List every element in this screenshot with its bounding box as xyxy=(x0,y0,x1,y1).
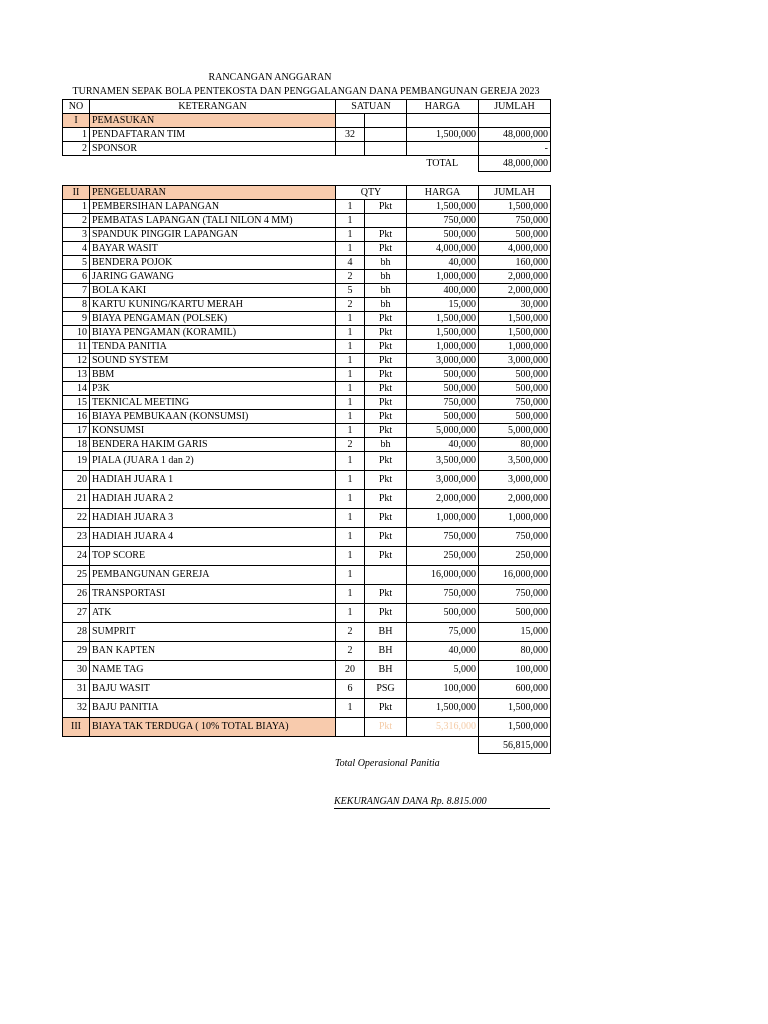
contingency-row xyxy=(63,718,551,737)
income-header-row xyxy=(63,100,551,114)
income-table xyxy=(62,99,551,172)
row-unit: Pkt xyxy=(365,490,407,509)
row-price: 5,000 xyxy=(407,661,479,680)
row-qty: 1 xyxy=(336,200,365,214)
row-description: SPANDUK PINGGIR LAPANGAN xyxy=(90,228,336,242)
table-row xyxy=(63,452,551,471)
row-qty: 1 xyxy=(336,699,365,718)
row-no: 29 xyxy=(63,642,90,661)
row-qty: 1 xyxy=(336,228,365,242)
row-qty: 1 xyxy=(336,242,365,256)
contingency-unit: Pkt xyxy=(365,718,407,737)
row-qty: 2 xyxy=(336,623,365,642)
row-no: 5 xyxy=(63,256,90,270)
section-number: II xyxy=(63,186,90,200)
row-description: BAJU PANITIA xyxy=(90,699,336,718)
table-row xyxy=(63,298,551,312)
row-price: 1,000,000 xyxy=(407,340,479,354)
row-unit: Pkt xyxy=(365,604,407,623)
row-price: 16,000,000 xyxy=(407,566,479,585)
row-description: KARTU KUNING/KARTU MERAH xyxy=(90,298,336,312)
row-no: 17 xyxy=(63,424,90,438)
shortfall-note: KEKURANGAN DANA Rp. 8.815.000 xyxy=(334,796,550,809)
row-unit: bh xyxy=(365,438,407,452)
row-no: 2 xyxy=(63,142,90,156)
row-description: ATK xyxy=(90,604,336,623)
row-price: 500,000 xyxy=(407,382,479,396)
row-unit: bh xyxy=(365,270,407,284)
row-no: 22 xyxy=(63,509,90,528)
row-total: 1,000,000 xyxy=(479,340,551,354)
row-description: BENDERA HAKIM GARIS xyxy=(90,438,336,452)
row-no: 10 xyxy=(63,326,90,340)
row-no: 18 xyxy=(63,438,90,452)
row-no: 21 xyxy=(63,490,90,509)
row-qty: 1 xyxy=(336,471,365,490)
row-description: JARING GAWANG xyxy=(90,270,336,284)
row-qty: 1 xyxy=(336,452,365,471)
row-total: 5,000,000 xyxy=(479,424,551,438)
row-total: 15,000 xyxy=(479,623,551,642)
row-description: BIAYA PENGAMAN (KORAMIL) xyxy=(90,326,336,340)
row-total: 500,000 xyxy=(479,382,551,396)
row-price: 3,000,000 xyxy=(407,354,479,368)
row-description: BAN KAPTEN xyxy=(90,642,336,661)
row-description: BENDERA POJOK xyxy=(90,256,336,270)
row-no: 27 xyxy=(63,604,90,623)
row-qty xyxy=(336,142,365,156)
row-total: 2,000,000 xyxy=(479,490,551,509)
row-price: 100,000 xyxy=(407,680,479,699)
row-price: 1,500,000 xyxy=(407,200,479,214)
row-description: P3K xyxy=(90,382,336,396)
row-total: 2,000,000 xyxy=(479,284,551,298)
table-row xyxy=(63,326,551,340)
row-price: 2,000,000 xyxy=(407,490,479,509)
row-total: 1,000,000 xyxy=(479,509,551,528)
row-unit: BH xyxy=(365,661,407,680)
row-qty: 1 xyxy=(336,604,365,623)
row-description: TEKNICAL MEETING xyxy=(90,396,336,410)
row-unit: Pkt xyxy=(365,326,407,340)
row-qty: 2 xyxy=(336,438,365,452)
row-unit: Pkt xyxy=(365,368,407,382)
document-title: RANCANGAN ANGGARAN xyxy=(208,72,332,83)
row-no: 13 xyxy=(63,368,90,382)
row-unit: Pkt xyxy=(365,547,407,566)
table-row xyxy=(63,509,551,528)
income-section-row xyxy=(63,114,551,128)
table-row xyxy=(63,340,551,354)
row-price xyxy=(407,142,479,156)
table-row xyxy=(63,228,551,242)
row-no: 1 xyxy=(63,128,90,142)
row-qty: 2 xyxy=(336,270,365,284)
row-unit: Pkt xyxy=(365,340,407,354)
row-total: 48,000,000 xyxy=(479,128,551,142)
row-qty: 1 xyxy=(336,340,365,354)
header-total: JUMLAH xyxy=(479,100,551,114)
row-total: 500,000 xyxy=(479,368,551,382)
row-no: 30 xyxy=(63,661,90,680)
header-total: JUMLAH xyxy=(479,186,551,200)
row-no: 16 xyxy=(63,410,90,424)
table-row xyxy=(63,642,551,661)
section-number: I xyxy=(63,114,90,128)
row-unit: Pkt xyxy=(365,382,407,396)
row-price: 1,500,000 xyxy=(407,326,479,340)
row-total: 4,000,000 xyxy=(479,242,551,256)
row-qty: 1 xyxy=(336,528,365,547)
row-no: 12 xyxy=(63,354,90,368)
table-row xyxy=(63,256,551,270)
row-no: 32 xyxy=(63,699,90,718)
row-unit: Pkt xyxy=(365,509,407,528)
row-description: HADIAH JUARA 3 xyxy=(90,509,336,528)
row-description: PEMBATAS LAPANGAN (TALI NILON 4 MM) xyxy=(90,214,336,228)
row-no: 1 xyxy=(63,200,90,214)
row-no: 9 xyxy=(63,312,90,326)
expense-header-row xyxy=(63,186,551,200)
row-unit: bh xyxy=(365,256,407,270)
row-description: SOUND SYSTEM xyxy=(90,354,336,368)
row-description: TRANSPORTASI xyxy=(90,585,336,604)
row-description: KONSUMSI xyxy=(90,424,336,438)
header-price: HARGA xyxy=(407,100,479,114)
row-no: 23 xyxy=(63,528,90,547)
table-row xyxy=(63,680,551,699)
row-price: 15,000 xyxy=(407,298,479,312)
income-total-value: 48,000,000 xyxy=(479,156,551,172)
row-description: BBM xyxy=(90,368,336,382)
row-qty: 1 xyxy=(336,312,365,326)
row-no: 25 xyxy=(63,566,90,585)
section-label: PEMASUKAN xyxy=(90,114,336,128)
row-unit: Pkt xyxy=(365,585,407,604)
row-total: 160,000 xyxy=(479,256,551,270)
row-description: SPONSOR xyxy=(90,142,336,156)
row-description: HADIAH JUARA 2 xyxy=(90,490,336,509)
contingency-price: 5,316,000 xyxy=(407,718,479,737)
row-price: 1,000,000 xyxy=(407,509,479,528)
table-row xyxy=(63,128,551,142)
row-unit: Pkt xyxy=(365,228,407,242)
row-qty: 1 xyxy=(336,509,365,528)
row-description: HADIAH JUARA 1 xyxy=(90,471,336,490)
row-price: 1,000,000 xyxy=(407,270,479,284)
row-total: 3,500,000 xyxy=(479,452,551,471)
row-total: 1,500,000 xyxy=(479,312,551,326)
row-price: 1,500,000 xyxy=(407,699,479,718)
row-unit: Pkt xyxy=(365,354,407,368)
row-total: 80,000 xyxy=(479,642,551,661)
row-total: 30,000 xyxy=(479,298,551,312)
row-unit: BH xyxy=(365,623,407,642)
row-qty: 1 xyxy=(336,424,365,438)
row-no: 31 xyxy=(63,680,90,699)
row-qty: 20 xyxy=(336,661,365,680)
row-price: 5,000,000 xyxy=(407,424,479,438)
row-unit: Pkt xyxy=(365,471,407,490)
row-total: 750,000 xyxy=(479,396,551,410)
row-unit: Pkt xyxy=(365,699,407,718)
row-qty: 1 xyxy=(336,354,365,368)
operational-total-label: Total Operasional Panitia xyxy=(335,758,440,769)
row-qty: 32 xyxy=(336,128,365,142)
table-row xyxy=(63,368,551,382)
section-label: PENGELUARAN xyxy=(90,186,336,200)
table-row xyxy=(63,623,551,642)
row-price: 500,000 xyxy=(407,368,479,382)
row-price: 40,000 xyxy=(407,256,479,270)
row-unit xyxy=(365,566,407,585)
row-price: 75,000 xyxy=(407,623,479,642)
row-no: 14 xyxy=(63,382,90,396)
row-total: 750,000 xyxy=(479,214,551,228)
row-unit: Pkt xyxy=(365,242,407,256)
row-unit: bh xyxy=(365,298,407,312)
row-price: 750,000 xyxy=(407,396,479,410)
row-qty: 2 xyxy=(336,642,365,661)
table-row xyxy=(63,438,551,452)
row-price: 1,500,000 xyxy=(407,128,479,142)
row-unit: PSG xyxy=(365,680,407,699)
row-total: 80,000 xyxy=(479,438,551,452)
row-qty: 1 xyxy=(336,566,365,585)
expense-total-value: 56,815,000 xyxy=(479,737,551,754)
table-row xyxy=(63,270,551,284)
row-description: BOLA KAKI xyxy=(90,284,336,298)
table-row xyxy=(63,354,551,368)
row-unit: Pkt xyxy=(365,312,407,326)
table-row xyxy=(63,396,551,410)
row-no: 26 xyxy=(63,585,90,604)
header-qty: QTY xyxy=(336,186,407,200)
row-unit xyxy=(365,214,407,228)
row-no: 3 xyxy=(63,228,90,242)
row-unit: Pkt xyxy=(365,424,407,438)
row-description: PIALA (JUARA 1 dan 2) xyxy=(90,452,336,471)
row-description: NAME TAG xyxy=(90,661,336,680)
row-price: 40,000 xyxy=(407,438,479,452)
table-row xyxy=(63,528,551,547)
table-row xyxy=(63,410,551,424)
row-unit: Pkt xyxy=(365,410,407,424)
row-total: 3,000,000 xyxy=(479,354,551,368)
row-price: 500,000 xyxy=(407,410,479,424)
table-row xyxy=(63,142,551,156)
row-price: 1,500,000 xyxy=(407,312,479,326)
table-row xyxy=(63,699,551,718)
row-price: 400,000 xyxy=(407,284,479,298)
row-qty: 4 xyxy=(336,256,365,270)
table-row xyxy=(63,200,551,214)
row-description: HADIAH JUARA 4 xyxy=(90,528,336,547)
contingency-description: BIAYA TAK TERDUGA ( 10% TOTAL BIAYA) xyxy=(90,718,336,737)
row-qty: 5 xyxy=(336,284,365,298)
header-unit: SATUAN xyxy=(336,100,407,114)
table-row xyxy=(63,214,551,228)
row-price: 500,000 xyxy=(407,228,479,242)
row-price: 40,000 xyxy=(407,642,479,661)
row-total: 600,000 xyxy=(479,680,551,699)
row-qty: 1 xyxy=(336,585,365,604)
row-unit: BH xyxy=(365,642,407,661)
table-row xyxy=(63,661,551,680)
row-total: 100,000 xyxy=(479,661,551,680)
expense-total-row xyxy=(63,737,551,754)
row-total: 1,500,000 xyxy=(479,326,551,340)
row-no: 4 xyxy=(63,242,90,256)
row-price: 3,500,000 xyxy=(407,452,479,471)
row-unit: Pkt xyxy=(365,200,407,214)
row-no: 19 xyxy=(63,452,90,471)
row-no: 8 xyxy=(63,298,90,312)
row-unit xyxy=(365,142,407,156)
row-qty: 1 xyxy=(336,547,365,566)
row-no: 20 xyxy=(63,471,90,490)
income-total-row xyxy=(63,156,551,172)
row-total: 1,500,000 xyxy=(479,200,551,214)
row-total: 1,500,000 xyxy=(479,699,551,718)
row-description: PEMBERSIHAN LAPANGAN xyxy=(90,200,336,214)
row-description: BIAYA PENGAMAN (POLSEK) xyxy=(90,312,336,326)
row-description: SUMPRIT xyxy=(90,623,336,642)
row-description: BAYAR WASIT xyxy=(90,242,336,256)
row-no: 7 xyxy=(63,284,90,298)
table-row xyxy=(63,382,551,396)
row-no: 24 xyxy=(63,547,90,566)
row-total: 750,000 xyxy=(479,528,551,547)
row-qty: 1 xyxy=(336,326,365,340)
row-unit: Pkt xyxy=(365,396,407,410)
row-description: TENDA PANITIA xyxy=(90,340,336,354)
header-description: KETERANGAN xyxy=(90,100,336,114)
row-price: 500,000 xyxy=(407,604,479,623)
table-row xyxy=(63,242,551,256)
row-total: 3,000,000 xyxy=(479,471,551,490)
row-unit: Pkt xyxy=(365,452,407,471)
table-row xyxy=(63,424,551,438)
row-qty: 1 xyxy=(336,368,365,382)
contingency-total: 1,500,000 xyxy=(479,718,551,737)
income-total-label: TOTAL xyxy=(426,158,459,169)
row-price: 750,000 xyxy=(407,585,479,604)
header-price: HARGA xyxy=(407,186,479,200)
row-no: 28 xyxy=(63,623,90,642)
table-row xyxy=(63,547,551,566)
row-unit: bh xyxy=(365,284,407,298)
row-price: 750,000 xyxy=(407,528,479,547)
row-qty: 6 xyxy=(336,680,365,699)
row-total: 500,000 xyxy=(479,228,551,242)
row-qty: 1 xyxy=(336,396,365,410)
row-no: 11 xyxy=(63,340,90,354)
row-description: PEMBANGUNAN GEREJA xyxy=(90,566,336,585)
row-description: BIAYA PEMBUKAAN (KONSUMSI) xyxy=(90,410,336,424)
expense-table xyxy=(62,185,551,754)
table-row xyxy=(63,471,551,490)
table-row xyxy=(63,284,551,298)
table-row xyxy=(63,566,551,585)
row-description: BAJU WASIT xyxy=(90,680,336,699)
row-total: - xyxy=(479,142,551,156)
row-unit: Pkt xyxy=(365,528,407,547)
row-qty: 2 xyxy=(336,298,365,312)
row-price: 250,000 xyxy=(407,547,479,566)
table-row xyxy=(63,604,551,623)
row-price: 750,000 xyxy=(407,214,479,228)
row-no: 15 xyxy=(63,396,90,410)
row-total: 500,000 xyxy=(479,604,551,623)
row-unit xyxy=(365,128,407,142)
row-total: 250,000 xyxy=(479,547,551,566)
row-price: 4,000,000 xyxy=(407,242,479,256)
row-total: 16,000,000 xyxy=(479,566,551,585)
row-price: 3,000,000 xyxy=(407,471,479,490)
row-no: 6 xyxy=(63,270,90,284)
document-subtitle: TURNAMEN SEPAK BOLA PENTEKOSTA DAN PENGGALANGAN DANA PEMBANGUNAN GEREJA 2023 xyxy=(72,86,540,97)
row-total: 2,000,000 xyxy=(479,270,551,284)
table-row xyxy=(63,585,551,604)
row-qty: 1 xyxy=(336,382,365,396)
header-no: NO xyxy=(63,100,90,114)
table-row xyxy=(63,490,551,509)
section-number: III xyxy=(63,718,90,737)
row-no: 2 xyxy=(63,214,90,228)
row-description: TOP SCORE xyxy=(90,547,336,566)
row-qty: 1 xyxy=(336,410,365,424)
row-total: 500,000 xyxy=(479,410,551,424)
row-description: PENDAFTARAN TIM xyxy=(90,128,336,142)
row-qty: 1 xyxy=(336,214,365,228)
table-row xyxy=(63,312,551,326)
row-total: 750,000 xyxy=(479,585,551,604)
row-qty: 1 xyxy=(336,490,365,509)
